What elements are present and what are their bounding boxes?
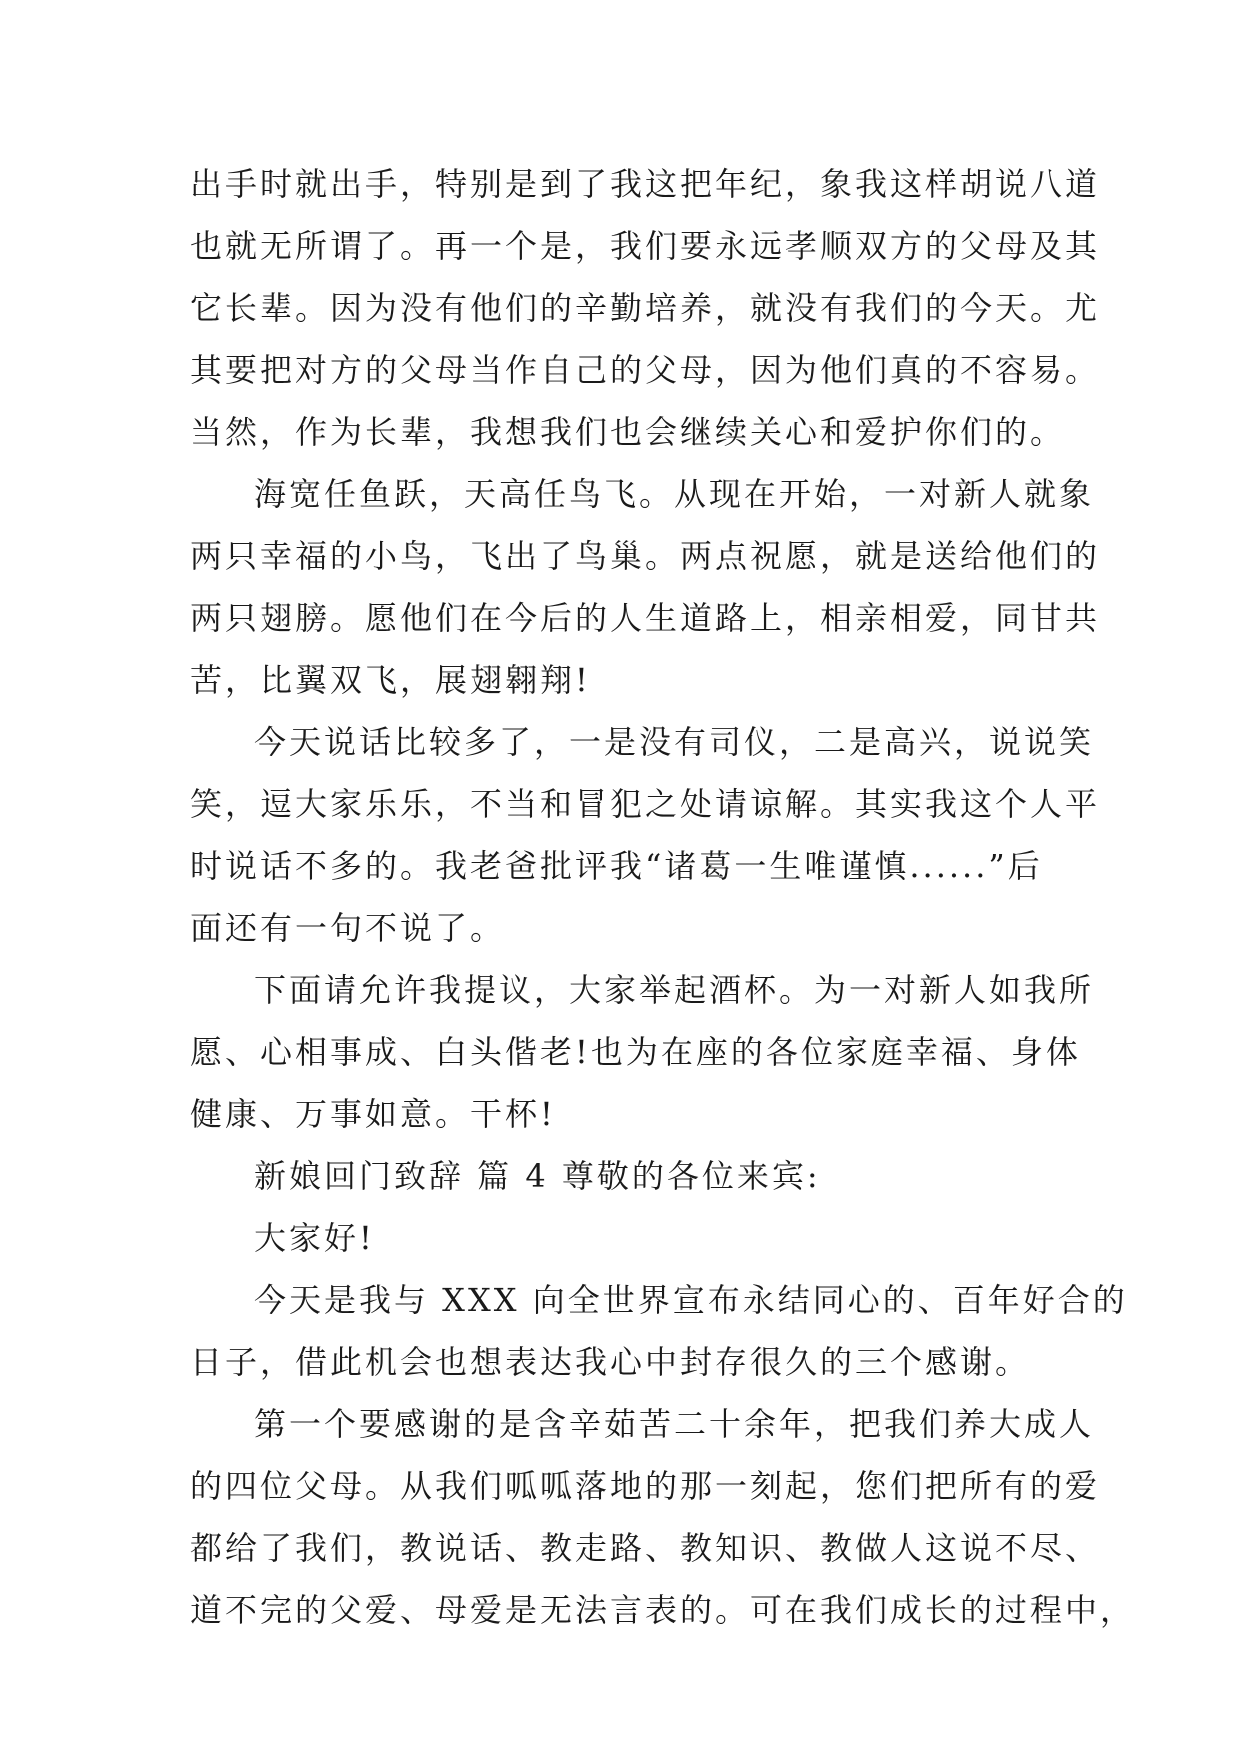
text-line: 出手时就出手，特别是到了我这把年纪，象我这样胡说八道 [190, 165, 1101, 203]
text-line: 也就无所谓了。再一个是，我们要永远孝顺双方的父母及其 [190, 227, 1101, 265]
paragraph-start-line: 第一个要感谢的是含辛茹苦二十余年，把我们养大成人 [254, 1405, 1095, 1443]
text-line: 面还有一句不说了。 [190, 909, 506, 947]
paragraph-start-line: 海宽任鱼跃，天高任鸟飞。从现在开始，一对新人就象 [254, 475, 1095, 513]
text-line: 都给了我们，教说话、教走路、教知识、教做人这说不尽、 [190, 1529, 1101, 1567]
text-line: 两只幸福的小鸟，飞出了鸟巢。两点祝愿，就是送给他们的 [190, 537, 1101, 575]
section-heading: 新娘回门致辞 篇 4 尊敬的各位来宾: [254, 1157, 821, 1195]
paragraph-start-line: 今天说话比较多了，一是没有司仪，二是高兴，说说笑 [254, 723, 1095, 761]
text-line: 时说话不多的。我老爸批评我“诸葛一生唯谨慎......”后 [190, 847, 1043, 885]
text-line: 两只翅膀。愿他们在今后的人生道路上，相亲相爱，同甘共 [190, 599, 1101, 637]
text-line: 愿、心相事成、白头偕老!也为在座的各位家庭幸福、身体 [190, 1033, 1081, 1071]
text-line: 其要把对方的父母当作自己的父母，因为他们真的不容易。 [190, 351, 1101, 389]
text-line: 当然，作为长辈，我想我们也会继续关心和爱护你们的。 [190, 413, 1066, 451]
text-line: 道不完的父爱、母爱是无法言表的。可在我们成长的过程中， [190, 1591, 1136, 1629]
text-line: 笑，逗大家乐乐，不当和冒犯之处请谅解。其实我这个人平 [190, 785, 1101, 823]
text-line: 日子，借此机会也想表达我心中封存很久的三个感谢。 [190, 1343, 1031, 1381]
greeting-line: 大家好! [254, 1219, 375, 1257]
text-line: 苦，比翼双飞，展翅翱翔! [190, 661, 591, 699]
paragraph-start-line: 今天是我与 XXX 向全世界宣布永结同心的、百年好合的 [254, 1281, 1128, 1319]
text-line: 健康、万事如意。干杯! [190, 1095, 556, 1133]
text-line: 它长辈。因为没有他们的辛勤培养，就没有我们的今天。尤 [190, 289, 1101, 327]
paragraph-start-line: 下面请允许我提议，大家举起酒杯。为一对新人如我所 [254, 971, 1095, 1009]
text-line: 的四位父母。从我们呱呱落地的那一刻起，您们把所有的爱 [190, 1467, 1101, 1505]
